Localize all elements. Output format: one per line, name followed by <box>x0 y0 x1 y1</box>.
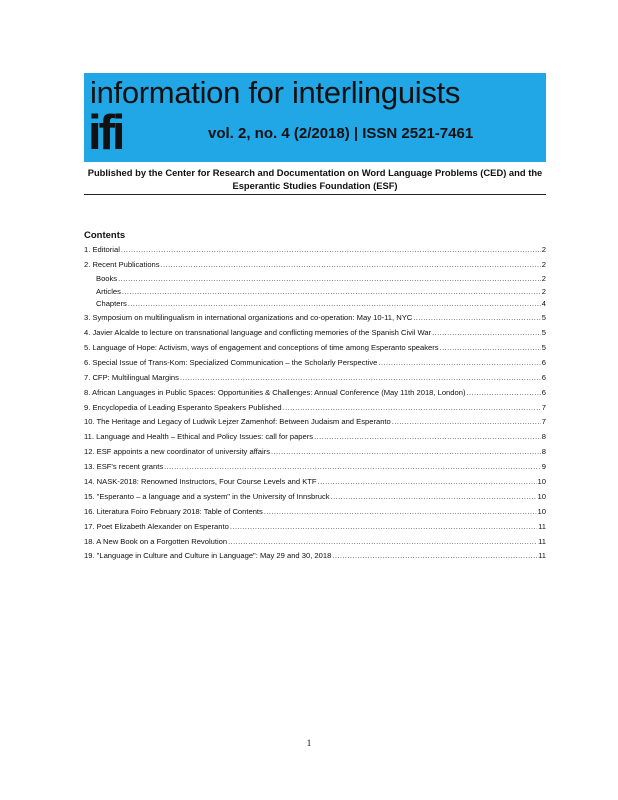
toc-entry-page: 4 <box>541 299 546 309</box>
toc-entry-page: 5 <box>541 313 546 323</box>
toc-leader <box>118 273 541 286</box>
toc-entry-page: 10 <box>537 506 546 516</box>
toc-entry[interactable] <box>84 341 546 356</box>
toc-entry-label: 1. Editorial <box>84 245 120 254</box>
toc-leader <box>432 326 541 341</box>
toc-leader <box>283 401 541 416</box>
toc-entry-label: 13. ESF's recent grants <box>84 462 164 472</box>
toc-entry[interactable] <box>84 356 546 371</box>
toc-entry[interactable] <box>84 475 546 490</box>
toc-leader <box>466 386 540 401</box>
toc-entry[interactable] <box>84 258 546 273</box>
toc-entry[interactable] <box>84 430 546 445</box>
toc-entry-label: 9. Encyclopedia of Leading Esperanto Speakers Published <box>84 402 282 412</box>
journal-title: information for interlinguists <box>90 75 461 110</box>
toc-entry[interactable] <box>84 520 546 535</box>
toc-entry-page: 6 <box>541 387 546 397</box>
toc-entry-page: 5 <box>541 328 546 338</box>
toc-leader <box>180 371 541 386</box>
toc-entry-page: 2 <box>541 273 546 283</box>
toc-entry[interactable] <box>84 401 546 416</box>
toc-entry-label: 17. Poet Elizabeth Alexander on Esperanto <box>84 521 229 531</box>
toc-entry-page: 9 <box>541 462 546 472</box>
contents-heading: Contents <box>84 230 126 241</box>
toc-entry-label: 15. "Esperanto – a language and a system" in the University of Innsbruck <box>84 491 330 501</box>
toc-entry-label: 18. A New Book on a Forgotten Revolution <box>84 536 228 546</box>
toc-subentry[interactable] <box>84 286 546 299</box>
toc-entry-label: 10. The Heritage and Legacy of Ludwik Lejzer Zamenhof: Between Judaism and Esperanto <box>84 417 391 427</box>
toc-entry[interactable] <box>84 549 546 564</box>
toc-leader <box>128 298 541 311</box>
toc-entry[interactable] <box>84 243 546 258</box>
toc-leader <box>122 286 541 299</box>
toc-entry-page: 2 <box>541 286 546 296</box>
toc-entry-label: 14. NASK-2018: Renowned Instructors, Four Course Levels and KTF <box>84 476 317 486</box>
toc-leader <box>378 356 540 371</box>
toc-entry[interactable] <box>84 505 546 520</box>
toc-entry-page: 2 <box>541 259 546 269</box>
toc-entry-page: 11 <box>538 536 546 546</box>
ifi-logo: ifi <box>88 106 123 160</box>
toc-entry[interactable] <box>84 386 546 401</box>
toc-entry-label: 4. Javier Alcalde to lecture on transnational language and conflicting memories of the Spanish Civil War <box>84 328 432 338</box>
toc-entry-label: 16. Literatura Foiro February 2018: Table of Contents <box>84 506 263 516</box>
toc-entry-label: 12. ESF appoints a new coordinator of university affairs <box>84 447 271 457</box>
toc-entry-page: 2 <box>541 245 546 254</box>
toc-entry[interactable] <box>84 445 546 460</box>
toc-entry[interactable] <box>84 371 546 386</box>
toc-entry-label: 5. Language of Hope: Activism, ways of engagement and conceptions of time among Esperanto speakers <box>84 342 439 352</box>
toc-leader <box>121 243 541 258</box>
toc-leader <box>228 535 537 550</box>
toc-leader <box>318 475 537 490</box>
toc-entry[interactable] <box>84 460 546 475</box>
toc-leader <box>392 415 541 430</box>
toc-subentry[interactable] <box>84 273 546 286</box>
toc-entry-page: 11 <box>538 551 546 561</box>
toc-entry[interactable] <box>84 326 546 341</box>
toc-entry-page: 10 <box>537 476 546 486</box>
toc-entry-page: 10 <box>537 491 546 501</box>
toc-leader <box>413 311 541 326</box>
toc-entry-page: 6 <box>541 357 546 367</box>
toc-entry-label: 11. Language and Health – Ethical and Policy Issues: call for papers <box>84 432 314 442</box>
toc-entry-page: 5 <box>541 342 546 352</box>
toc-subentry[interactable] <box>84 298 546 311</box>
toc-entry-page: 7 <box>541 417 546 427</box>
toc-entry-label: 19. "Language in Culture and Culture in Language": May 29 and 30, 2018 <box>84 551 332 561</box>
toc-entry-page: 8 <box>541 432 546 442</box>
toc-entry-page: 6 <box>541 372 546 382</box>
toc-entry[interactable] <box>84 311 546 326</box>
toc-entry-label: Chapters <box>96 299 127 309</box>
toc-leader <box>332 549 537 564</box>
publisher-statement: Published by the Center for Research and Documentation on Word Language Problems (CED) and the Esperantic Studies Foundation (ESF) <box>87 167 543 191</box>
masthead-banner <box>84 73 546 162</box>
toc-entry[interactable] <box>84 415 546 430</box>
toc-entry-label: Books <box>96 273 118 283</box>
toc-leader <box>271 445 541 460</box>
toc-entry-label: Articles <box>96 286 121 296</box>
toc-leader <box>264 505 537 520</box>
toc-entry-label: 7. CFP: Multilingual Margins <box>84 372 179 382</box>
toc-leader <box>331 490 537 505</box>
header-divider <box>84 194 546 195</box>
page-number: 1 <box>306 739 312 749</box>
toc-entry-label: 6. Special Issue of Trans-Kom: Specialized Communication – the Scholarly Perspective <box>84 357 378 367</box>
toc-leader <box>230 520 537 535</box>
toc-leader <box>440 341 541 356</box>
toc-entry-page: 7 <box>541 402 546 412</box>
toc-entry-label: 3. Symposium on multilingualism in international organizations and co-operation: May 10-11, NYC <box>84 313 413 323</box>
toc-entry-page: 8 <box>541 447 546 457</box>
toc-entry[interactable] <box>84 535 546 550</box>
toc-entry-label: 8. African Languages in Public Spaces: Opportunities & Challenges: Annual Conference (May 11th 2018, London) <box>84 387 466 397</box>
issue-info: vol. 2, no. 4 (2/2018) | ISSN 2521-7461 <box>208 125 474 142</box>
table-of-contents <box>84 230 546 564</box>
toc-leader <box>161 258 541 273</box>
toc-leader <box>164 460 541 475</box>
toc-entry[interactable] <box>84 490 546 505</box>
toc-leader <box>314 430 541 445</box>
toc-entry-label: 2. Recent Publications <box>84 259 160 269</box>
toc-entry-page: 11 <box>538 521 546 531</box>
